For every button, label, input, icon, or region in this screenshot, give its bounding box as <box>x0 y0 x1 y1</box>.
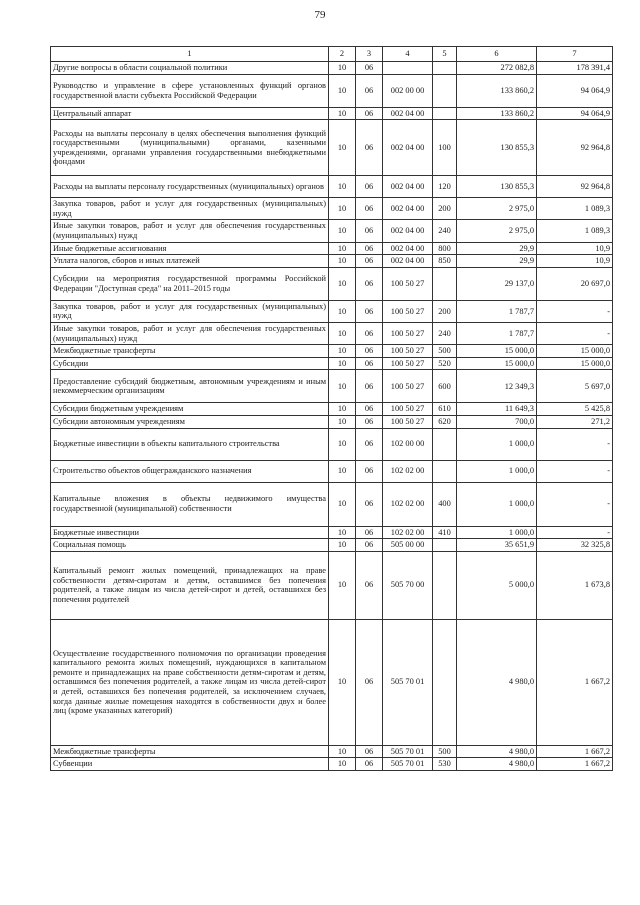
row-subsection: 06 <box>356 619 383 745</box>
table-row <box>51 74 613 107</box>
row-amount-plan: 2 975,0 <box>457 220 537 242</box>
row-section: 10 <box>329 403 356 416</box>
row-expense-type: 500 <box>433 745 457 758</box>
row-section: 10 <box>329 62 356 75</box>
row-amount-actual: - <box>537 460 613 482</box>
row-subsection: 06 <box>356 428 383 460</box>
row-amount-plan: 4 980,0 <box>457 758 537 771</box>
header-row <box>51 47 613 62</box>
row-amount-plan: 1 787,7 <box>457 322 537 344</box>
table-row <box>51 345 613 358</box>
row-subsection: 06 <box>356 120 383 176</box>
row-amount-actual: 15 000,0 <box>537 345 613 358</box>
row-expense-type: 120 <box>433 176 457 198</box>
row-amount-plan: 29,9 <box>457 255 537 268</box>
row-target-article: 002 04 00 <box>383 242 433 255</box>
row-amount-plan: 29,9 <box>457 242 537 255</box>
row-name: Расходы на выплаты персоналу в целях обеспечения выполнения функций государственными (муниципальными) органами, казенными учреждениями, органами управления государственными внебюджетными фондами <box>51 120 329 176</box>
row-amount-plan: 133 860,2 <box>457 107 537 120</box>
row-section: 10 <box>329 415 356 428</box>
row-target-article: 102 00 00 <box>383 428 433 460</box>
row-name: Субсидии автономным учреждениям <box>51 415 329 428</box>
row-amount-actual: 178 391,4 <box>537 62 613 75</box>
row-subsection: 06 <box>356 370 383 403</box>
row-section: 10 <box>329 482 356 526</box>
row-expense-type <box>433 460 457 482</box>
budget-table <box>50 46 613 771</box>
row-expense-type <box>433 107 457 120</box>
row-amount-actual: - <box>537 300 613 322</box>
table-row <box>51 415 613 428</box>
row-section: 10 <box>329 526 356 539</box>
row-amount-plan: 1 000,0 <box>457 428 537 460</box>
row-amount-plan: 1 000,0 <box>457 460 537 482</box>
row-name: Закупка товаров, работ и услуг для государственных (муниципальных) нужд <box>51 198 329 220</box>
row-subsection: 06 <box>356 526 383 539</box>
row-expense-type: 500 <box>433 345 457 358</box>
table-row <box>51 526 613 539</box>
table-row <box>51 758 613 771</box>
row-amount-actual: 32 325,8 <box>537 539 613 552</box>
row-subsection: 06 <box>356 267 383 300</box>
table-body <box>51 62 613 771</box>
row-target-article: 100 50 27 <box>383 415 433 428</box>
row-subsection: 06 <box>356 322 383 344</box>
row-amount-actual: 1 667,2 <box>537 758 613 771</box>
table-row <box>51 357 613 370</box>
row-section: 10 <box>329 198 356 220</box>
header-cell: 5 <box>433 47 457 62</box>
row-name: Иные закупки товаров, работ и услуг для обеспечения государственных (муниципальных) нужд <box>51 220 329 242</box>
row-amount-actual: 1 667,2 <box>537 619 613 745</box>
row-subsection: 06 <box>356 357 383 370</box>
row-amount-plan: 12 349,3 <box>457 370 537 403</box>
row-name: Социальная помощь <box>51 539 329 552</box>
row-target-article: 002 04 00 <box>383 107 433 120</box>
table-row <box>51 403 613 416</box>
row-name: Капитальные вложения в объекты недвижимого имущества государственной (муниципальной) собственности <box>51 482 329 526</box>
row-name: Межбюджетные трансферты <box>51 345 329 358</box>
row-target-article: 100 50 27 <box>383 322 433 344</box>
row-expense-type <box>433 267 457 300</box>
row-subsection: 06 <box>356 539 383 552</box>
table-row <box>51 220 613 242</box>
row-subsection: 06 <box>356 460 383 482</box>
row-amount-actual: - <box>537 322 613 344</box>
row-name: Субсидии бюджетным учреждениям <box>51 403 329 416</box>
row-section: 10 <box>329 322 356 344</box>
header-cell: 4 <box>383 47 433 62</box>
row-amount-actual: 1 089,3 <box>537 198 613 220</box>
table-row <box>51 745 613 758</box>
row-target-article: 102 02 00 <box>383 460 433 482</box>
row-amount-actual: - <box>537 482 613 526</box>
table-row <box>51 539 613 552</box>
row-section: 10 <box>329 120 356 176</box>
table-row <box>51 482 613 526</box>
row-target-article: 100 50 27 <box>383 267 433 300</box>
row-target-article <box>383 62 433 75</box>
row-section: 10 <box>329 619 356 745</box>
row-section: 10 <box>329 74 356 107</box>
row-expense-type: 850 <box>433 255 457 268</box>
row-amount-plan: 130 855,3 <box>457 120 537 176</box>
row-name: Закупка товаров, работ и услуг для государственных (муниципальных) нужд <box>51 300 329 322</box>
row-amount-actual: 1 673,8 <box>537 551 613 619</box>
table-row <box>51 551 613 619</box>
row-expense-type: 400 <box>433 482 457 526</box>
row-amount-actual: 1 667,2 <box>537 745 613 758</box>
row-section: 10 <box>329 745 356 758</box>
row-target-article: 002 04 00 <box>383 176 433 198</box>
row-subsection: 06 <box>356 107 383 120</box>
row-subsection: 06 <box>356 745 383 758</box>
row-name: Субсидии на мероприятия государственной программы Российской Федерации "Доступная среда" на 2011–2015 годы <box>51 267 329 300</box>
row-amount-actual: 271,2 <box>537 415 613 428</box>
row-section: 10 <box>329 300 356 322</box>
row-section: 10 <box>329 370 356 403</box>
row-target-article: 505 70 00 <box>383 551 433 619</box>
table-row <box>51 267 613 300</box>
row-name: Бюджетные инвестиции <box>51 526 329 539</box>
row-amount-actual: 92 964,8 <box>537 120 613 176</box>
row-expense-type: 800 <box>433 242 457 255</box>
row-amount-actual: 94 064,9 <box>537 107 613 120</box>
row-amount-plan: 272 082,8 <box>457 62 537 75</box>
row-amount-plan: 15 000,0 <box>457 345 537 358</box>
row-amount-actual: 1 089,3 <box>537 220 613 242</box>
row-section: 10 <box>329 345 356 358</box>
row-name: Расходы на выплаты персоналу государственных (муниципальных) органов <box>51 176 329 198</box>
row-name: Строительство объектов общегражданского назначения <box>51 460 329 482</box>
row-target-article: 102 02 00 <box>383 526 433 539</box>
row-target-article: 002 04 00 <box>383 198 433 220</box>
row-amount-actual: 15 000,0 <box>537 357 613 370</box>
row-target-article: 002 04 00 <box>383 220 433 242</box>
row-amount-actual: - <box>537 526 613 539</box>
row-subsection: 06 <box>356 198 383 220</box>
table-row <box>51 176 613 198</box>
row-section: 10 <box>329 176 356 198</box>
row-target-article: 100 50 27 <box>383 345 433 358</box>
row-expense-type <box>433 619 457 745</box>
row-amount-plan: 15 000,0 <box>457 357 537 370</box>
row-expense-type <box>433 539 457 552</box>
row-subsection: 06 <box>356 415 383 428</box>
row-expense-type: 530 <box>433 758 457 771</box>
row-subsection: 06 <box>356 345 383 358</box>
header-cell: 3 <box>356 47 383 62</box>
row-section: 10 <box>329 758 356 771</box>
row-subsection: 06 <box>356 482 383 526</box>
row-section: 10 <box>329 460 356 482</box>
row-name: Осуществление государственного полномочия по организации проведения капитального ремонта жилых помещений, нуждающихся в капитальном ремонте и принадлежащих на праве собственности детям-сиротам и детям, оставшимся без попечения родителей, а также лицам из числа детей-сирот и детей, оставшихся без попечения родителей, за исключением случаев, когда данные жилые помещения находятся в собственности двух и более лиц (кроме указанных категорий) <box>51 619 329 745</box>
row-expense-type: 200 <box>433 198 457 220</box>
row-amount-actual: - <box>537 428 613 460</box>
row-amount-actual: 5 425,8 <box>537 403 613 416</box>
row-expense-type: 200 <box>433 300 457 322</box>
row-expense-type: 610 <box>433 403 457 416</box>
row-expense-type <box>433 428 457 460</box>
row-section: 10 <box>329 428 356 460</box>
row-amount-plan: 5 000,0 <box>457 551 537 619</box>
row-expense-type <box>433 551 457 619</box>
row-subsection: 06 <box>356 758 383 771</box>
header-cell: 6 <box>457 47 537 62</box>
row-section: 10 <box>329 107 356 120</box>
table-row <box>51 428 613 460</box>
row-amount-actual: 5 697,0 <box>537 370 613 403</box>
row-target-article: 505 70 01 <box>383 745 433 758</box>
row-amount-plan: 1 000,0 <box>457 482 537 526</box>
row-target-article: 002 04 00 <box>383 120 433 176</box>
row-expense-type <box>433 62 457 75</box>
row-expense-type <box>433 74 457 107</box>
row-name: Руководство и управление в сфере установленных функций органов государственной власти субъекта Российской Федерации <box>51 74 329 107</box>
page-number: 79 <box>314 9 326 21</box>
row-section: 10 <box>329 357 356 370</box>
row-amount-actual: 10,9 <box>537 242 613 255</box>
row-amount-plan: 4 980,0 <box>457 745 537 758</box>
row-name: Уплата налогов, сборов и иных платежей <box>51 255 329 268</box>
row-target-article: 505 70 01 <box>383 758 433 771</box>
row-subsection: 06 <box>356 403 383 416</box>
row-amount-plan: 700,0 <box>457 415 537 428</box>
table-row <box>51 300 613 322</box>
row-subsection: 06 <box>356 62 383 75</box>
table-row <box>51 242 613 255</box>
row-target-article: 102 02 00 <box>383 482 433 526</box>
row-expense-type: 620 <box>433 415 457 428</box>
row-amount-actual: 94 064,9 <box>537 74 613 107</box>
row-expense-type: 100 <box>433 120 457 176</box>
row-amount-plan: 29 137,0 <box>457 267 537 300</box>
row-subsection: 06 <box>356 74 383 107</box>
row-expense-type: 240 <box>433 322 457 344</box>
row-section: 10 <box>329 551 356 619</box>
row-amount-actual: 10,9 <box>537 255 613 268</box>
header-cell: 7 <box>537 47 613 62</box>
row-name: Бюджетные инвестиции в объекты капитального строительства <box>51 428 329 460</box>
row-name: Субвенции <box>51 758 329 771</box>
row-section: 10 <box>329 242 356 255</box>
row-expense-type: 410 <box>433 526 457 539</box>
row-subsection: 06 <box>356 551 383 619</box>
row-subsection: 06 <box>356 220 383 242</box>
row-section: 10 <box>329 220 356 242</box>
row-subsection: 06 <box>356 300 383 322</box>
header-cell: 2 <box>329 47 356 62</box>
row-name: Предоставление субсидий бюджетным, автономным учреждениям и иным некоммерческим организациям <box>51 370 329 403</box>
row-section: 10 <box>329 255 356 268</box>
row-amount-plan: 1 000,0 <box>457 526 537 539</box>
row-amount-plan: 11 649,3 <box>457 403 537 416</box>
table-row <box>51 322 613 344</box>
row-expense-type: 240 <box>433 220 457 242</box>
row-target-article: 100 50 27 <box>383 403 433 416</box>
table-row <box>51 460 613 482</box>
row-amount-plan: 133 860,2 <box>457 74 537 107</box>
row-target-article: 505 00 00 <box>383 539 433 552</box>
row-amount-plan: 130 855,3 <box>457 176 537 198</box>
row-amount-actual: 20 697,0 <box>537 267 613 300</box>
table-row <box>51 198 613 220</box>
row-amount-actual: 92 964,8 <box>537 176 613 198</box>
row-target-article: 100 50 27 <box>383 300 433 322</box>
row-target-article: 100 50 27 <box>383 370 433 403</box>
row-expense-type: 520 <box>433 357 457 370</box>
table-row <box>51 370 613 403</box>
row-expense-type: 600 <box>433 370 457 403</box>
row-target-article: 002 00 00 <box>383 74 433 107</box>
row-name: Межбюджетные трансферты <box>51 745 329 758</box>
row-name: Иные закупки товаров, работ и услуг для обеспечения государственных (муниципальных) нужд <box>51 322 329 344</box>
table-row <box>51 120 613 176</box>
row-target-article: 100 50 27 <box>383 357 433 370</box>
row-name: Капитальный ремонт жилых помещений, принадлежащих на праве собственности детям-сиротам и детям, оставшимся без попечения родителей, а также лицам из числа детей-сирот и детей, оставшихся без попечения родителей <box>51 551 329 619</box>
row-amount-plan: 2 975,0 <box>457 198 537 220</box>
row-subsection: 06 <box>356 176 383 198</box>
row-amount-plan: 35 651,9 <box>457 539 537 552</box>
row-name: Другие вопросы в области социальной политики <box>51 62 329 75</box>
row-name: Иные бюджетные ассигнования <box>51 242 329 255</box>
row-subsection: 06 <box>356 255 383 268</box>
row-target-article: 002 04 00 <box>383 255 433 268</box>
row-name: Центральный аппарат <box>51 107 329 120</box>
row-amount-plan: 1 787,7 <box>457 300 537 322</box>
table-row <box>51 107 613 120</box>
table-row <box>51 62 613 75</box>
row-name: Субсидии <box>51 357 329 370</box>
row-amount-plan: 4 980,0 <box>457 619 537 745</box>
table-row <box>51 255 613 268</box>
row-section: 10 <box>329 267 356 300</box>
row-section: 10 <box>329 539 356 552</box>
row-subsection: 06 <box>356 242 383 255</box>
row-target-article: 505 70 01 <box>383 619 433 745</box>
table-row <box>51 619 613 745</box>
header-cell: 1 <box>51 47 329 62</box>
